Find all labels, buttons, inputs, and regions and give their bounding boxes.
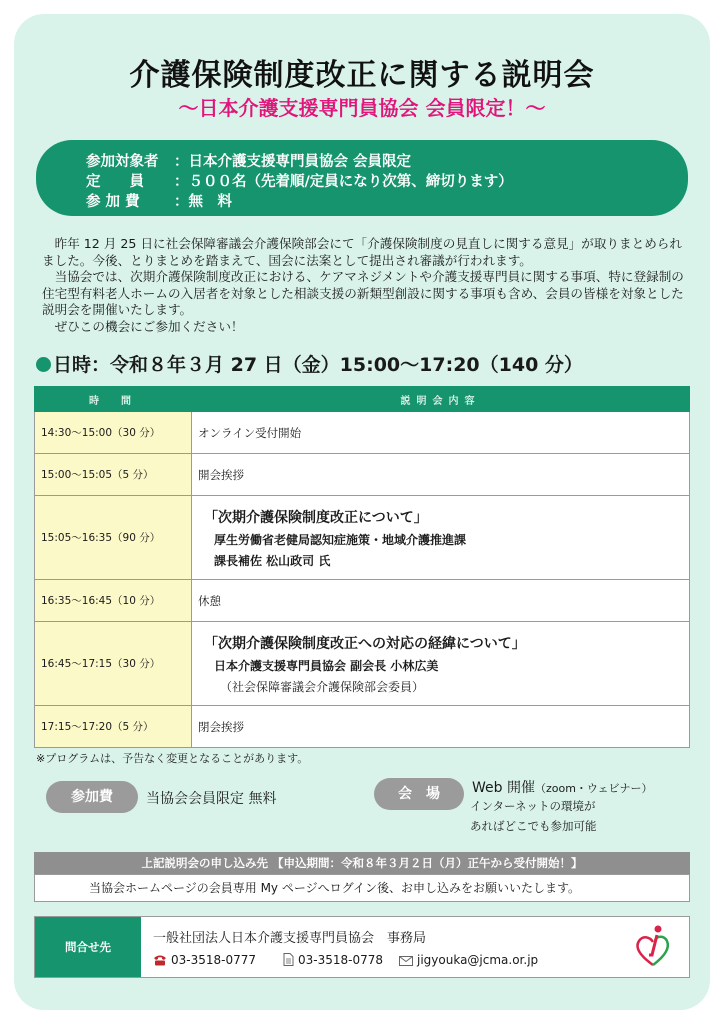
speaker-name: 日本介護支援専門員協会 副会長 小林広美 [214, 658, 439, 673]
table-header-row [35, 387, 690, 412]
header-time: 時 間 [35, 387, 192, 412]
application-text: 当協会ホームページの会員専用 My ページへログイン後、お申し込みをお願いいたします。 [89, 881, 581, 895]
fee-badge: 参加費 [46, 781, 138, 813]
venue-line: インターネットの環境が [470, 799, 596, 813]
table-row [35, 580, 690, 622]
info-label: 参 加 費 [86, 194, 140, 210]
contact-fax [283, 953, 383, 967]
table-row [35, 454, 690, 496]
tel-number: 03-3518-0777 [171, 953, 257, 967]
program-table [34, 386, 690, 748]
datetime-text: 日時：令和８年３月 27 日（金）15:00～17:20（140 分） [53, 354, 583, 376]
speaker-role: （社会保障審議会介護保険部会委員） [220, 679, 425, 694]
contact-email[interactable] [399, 953, 538, 967]
info-row-fee [86, 190, 232, 211]
row-content: オンライン受付開始 [192, 412, 690, 454]
table-row [35, 496, 690, 580]
row-time: 16:35～16:45（10 分） [35, 580, 192, 622]
contact-label: 問合せ先 [35, 917, 141, 977]
program-note: ※プログラムは、予告なく変更となることがあります。 [36, 752, 309, 765]
speaker-name: 課長補佐 松山政司 氏 [214, 553, 331, 568]
row-content: 開会挨拶 [192, 454, 690, 496]
fax-icon [283, 953, 294, 966]
contact-org: 一般社団法人日本介護支援専門員協会 事務局 [153, 931, 427, 946]
row-content: 休憩 [192, 580, 690, 622]
row-time: 16:45～17:15（30 分） [35, 622, 192, 706]
info-row-target [86, 150, 411, 171]
row-content: 閉会挨拶 [192, 706, 690, 748]
row-time: 17:15～17:20（5 分） [35, 706, 192, 748]
table-row [35, 622, 690, 706]
session-title: 「次期介護保険制度改正への対応の経緯について」 [204, 635, 526, 652]
table-row [35, 412, 690, 454]
venue-main-text: Web 開催 [472, 780, 535, 796]
info-value: ：５００名（先着順/定員になり次第、締切ります） [174, 174, 513, 190]
info-value: ：日本介護支援専門員協会 会員限定 [174, 154, 412, 170]
eligibility-box [36, 140, 688, 216]
info-label: 参加対象者 [86, 154, 159, 170]
row-time: 14:30～15:00（30 分） [35, 412, 192, 454]
mail-icon [399, 956, 413, 966]
phone-icon [153, 954, 167, 966]
header-content: 説明会内容 [192, 387, 690, 412]
venue-badge: 会 場 [374, 778, 464, 810]
contact-box [34, 916, 690, 978]
fax-number: 03-3518-0778 [298, 953, 384, 967]
row-time: 15:00～15:05（5 分） [35, 454, 192, 496]
event-datetime [36, 350, 583, 377]
speaker-affiliation: 厚生労働省老健局認知症施策・地域介護推進課 [214, 532, 467, 547]
email-address[interactable]: jigyouka@jcma.or.jp [417, 953, 539, 967]
row-time: 15:05～16:35（90 分） [35, 496, 192, 580]
table-row [35, 706, 690, 748]
contact-tel [153, 953, 256, 967]
intro-text [42, 236, 688, 335]
page-title: 介護保険制度改正に関する説明会 [129, 58, 595, 93]
venue-small-text: （zoom・ウェビナー） [534, 782, 653, 795]
application-bar: 上記説明会の申し込み先 【申込期間：令和８年３月２日（月）正午から受付開始！】 [34, 852, 690, 874]
page-subtitle: ～日本介護支援専門員協会 会員限定！～ [178, 96, 546, 120]
row-content [192, 496, 690, 580]
venue-line: あればどこでも参加可能 [470, 819, 597, 833]
info-row-capacity [86, 170, 513, 191]
session-title: 「次期介護保険制度改正について」 [204, 509, 428, 526]
info-label: 定 員 [86, 174, 144, 190]
logo-icon [627, 921, 679, 973]
intro-paragraph: 昨年 12 月 25 日に社会保障審議会介護保険部会にて「介護保険制度の見直しに関する意見」が取りまとめられました。今後、とりまとめを踏まえて、国会に法案として提出され審議が行われます。 [42, 236, 682, 268]
info-value: ：無 料 [174, 194, 232, 210]
application-body [34, 874, 690, 902]
row-content [192, 622, 690, 706]
venue-main [472, 777, 653, 797]
fee-text: 当協会会員限定 無料 [146, 791, 277, 807]
bullet-dot-icon [36, 357, 51, 372]
intro-paragraph: 当協会では、次期介護保険制度改正における、ケアマネジメントや介護支援専門員に関する事項、特に登録制の住宅型有料老人ホームの入居者を対象とした相談支援の新類型創設に関する事項も含め、会員の皆様を対象とした説明会を開催いたします。 [42, 269, 684, 317]
intro-paragraph: ぜひこの機会にご参加ください！ [54, 318, 244, 334]
